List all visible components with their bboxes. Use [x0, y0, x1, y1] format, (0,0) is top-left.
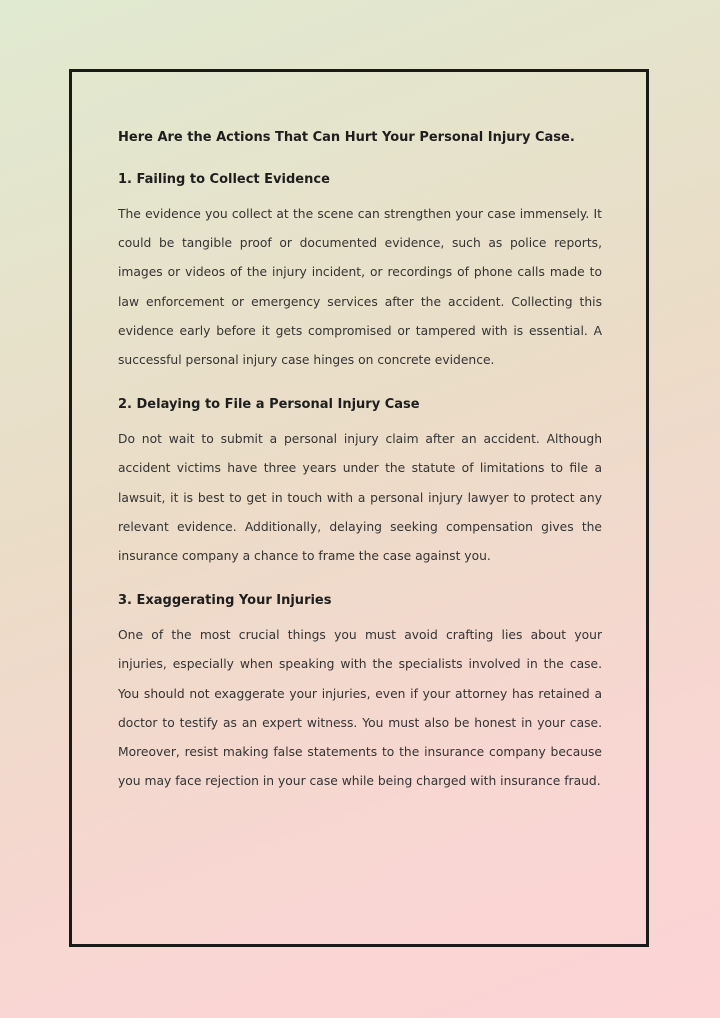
section-paragraph: One of the most crucial things you must avoid crafting lies about your injuries, especially when speaking with the specialists involved in the case. You should not exaggerate your injuries, even if your attorney has retained a doctor to testify as an expert witness. You must also be honest in your case. Moreover, resist making false statements to the insurance company because you may face rejection in your case while being charged with insurance fraud. [118, 628, 602, 789]
section-delaying-to-file [118, 395, 602, 571]
section-paragraph: Do not wait to submit a personal injury claim after an accident. Although accident victims have three years under the statute of limitations to file a lawsuit, it is best to get in touch with a personal injury lawyer to protect any relevant evidence. Additionally, delaying seeking compensation gives the insurance company a chance to frame the case against you. [118, 432, 602, 564]
section-heading: 1. Failing to Collect Evidence [118, 172, 330, 187]
section-heading: 2. Delaying to File a Personal Injury Case [118, 397, 420, 413]
section-exaggerating-injuries [118, 591, 602, 796]
section-heading: 3. Exaggerating Your Injuries [118, 593, 332, 609]
section-paragraph: The evidence you collect at the scene can strengthen your case immensely. It could be tangible proof or documented evidence, such as police reports, images or videos of the injury incident, or recordings of phone calls made to law enforcement or emergency services after the accident. Collecting this evidence early before it gets compromised or tampered with is essential. A successful personal injury case hinges on concrete evidence. [118, 207, 602, 368]
section-failing-to-collect-evidence [118, 170, 602, 375]
document-content [118, 128, 602, 816]
document-title: Here Are the Actions That Can Hurt Your Personal Injury Case. [118, 130, 575, 145]
